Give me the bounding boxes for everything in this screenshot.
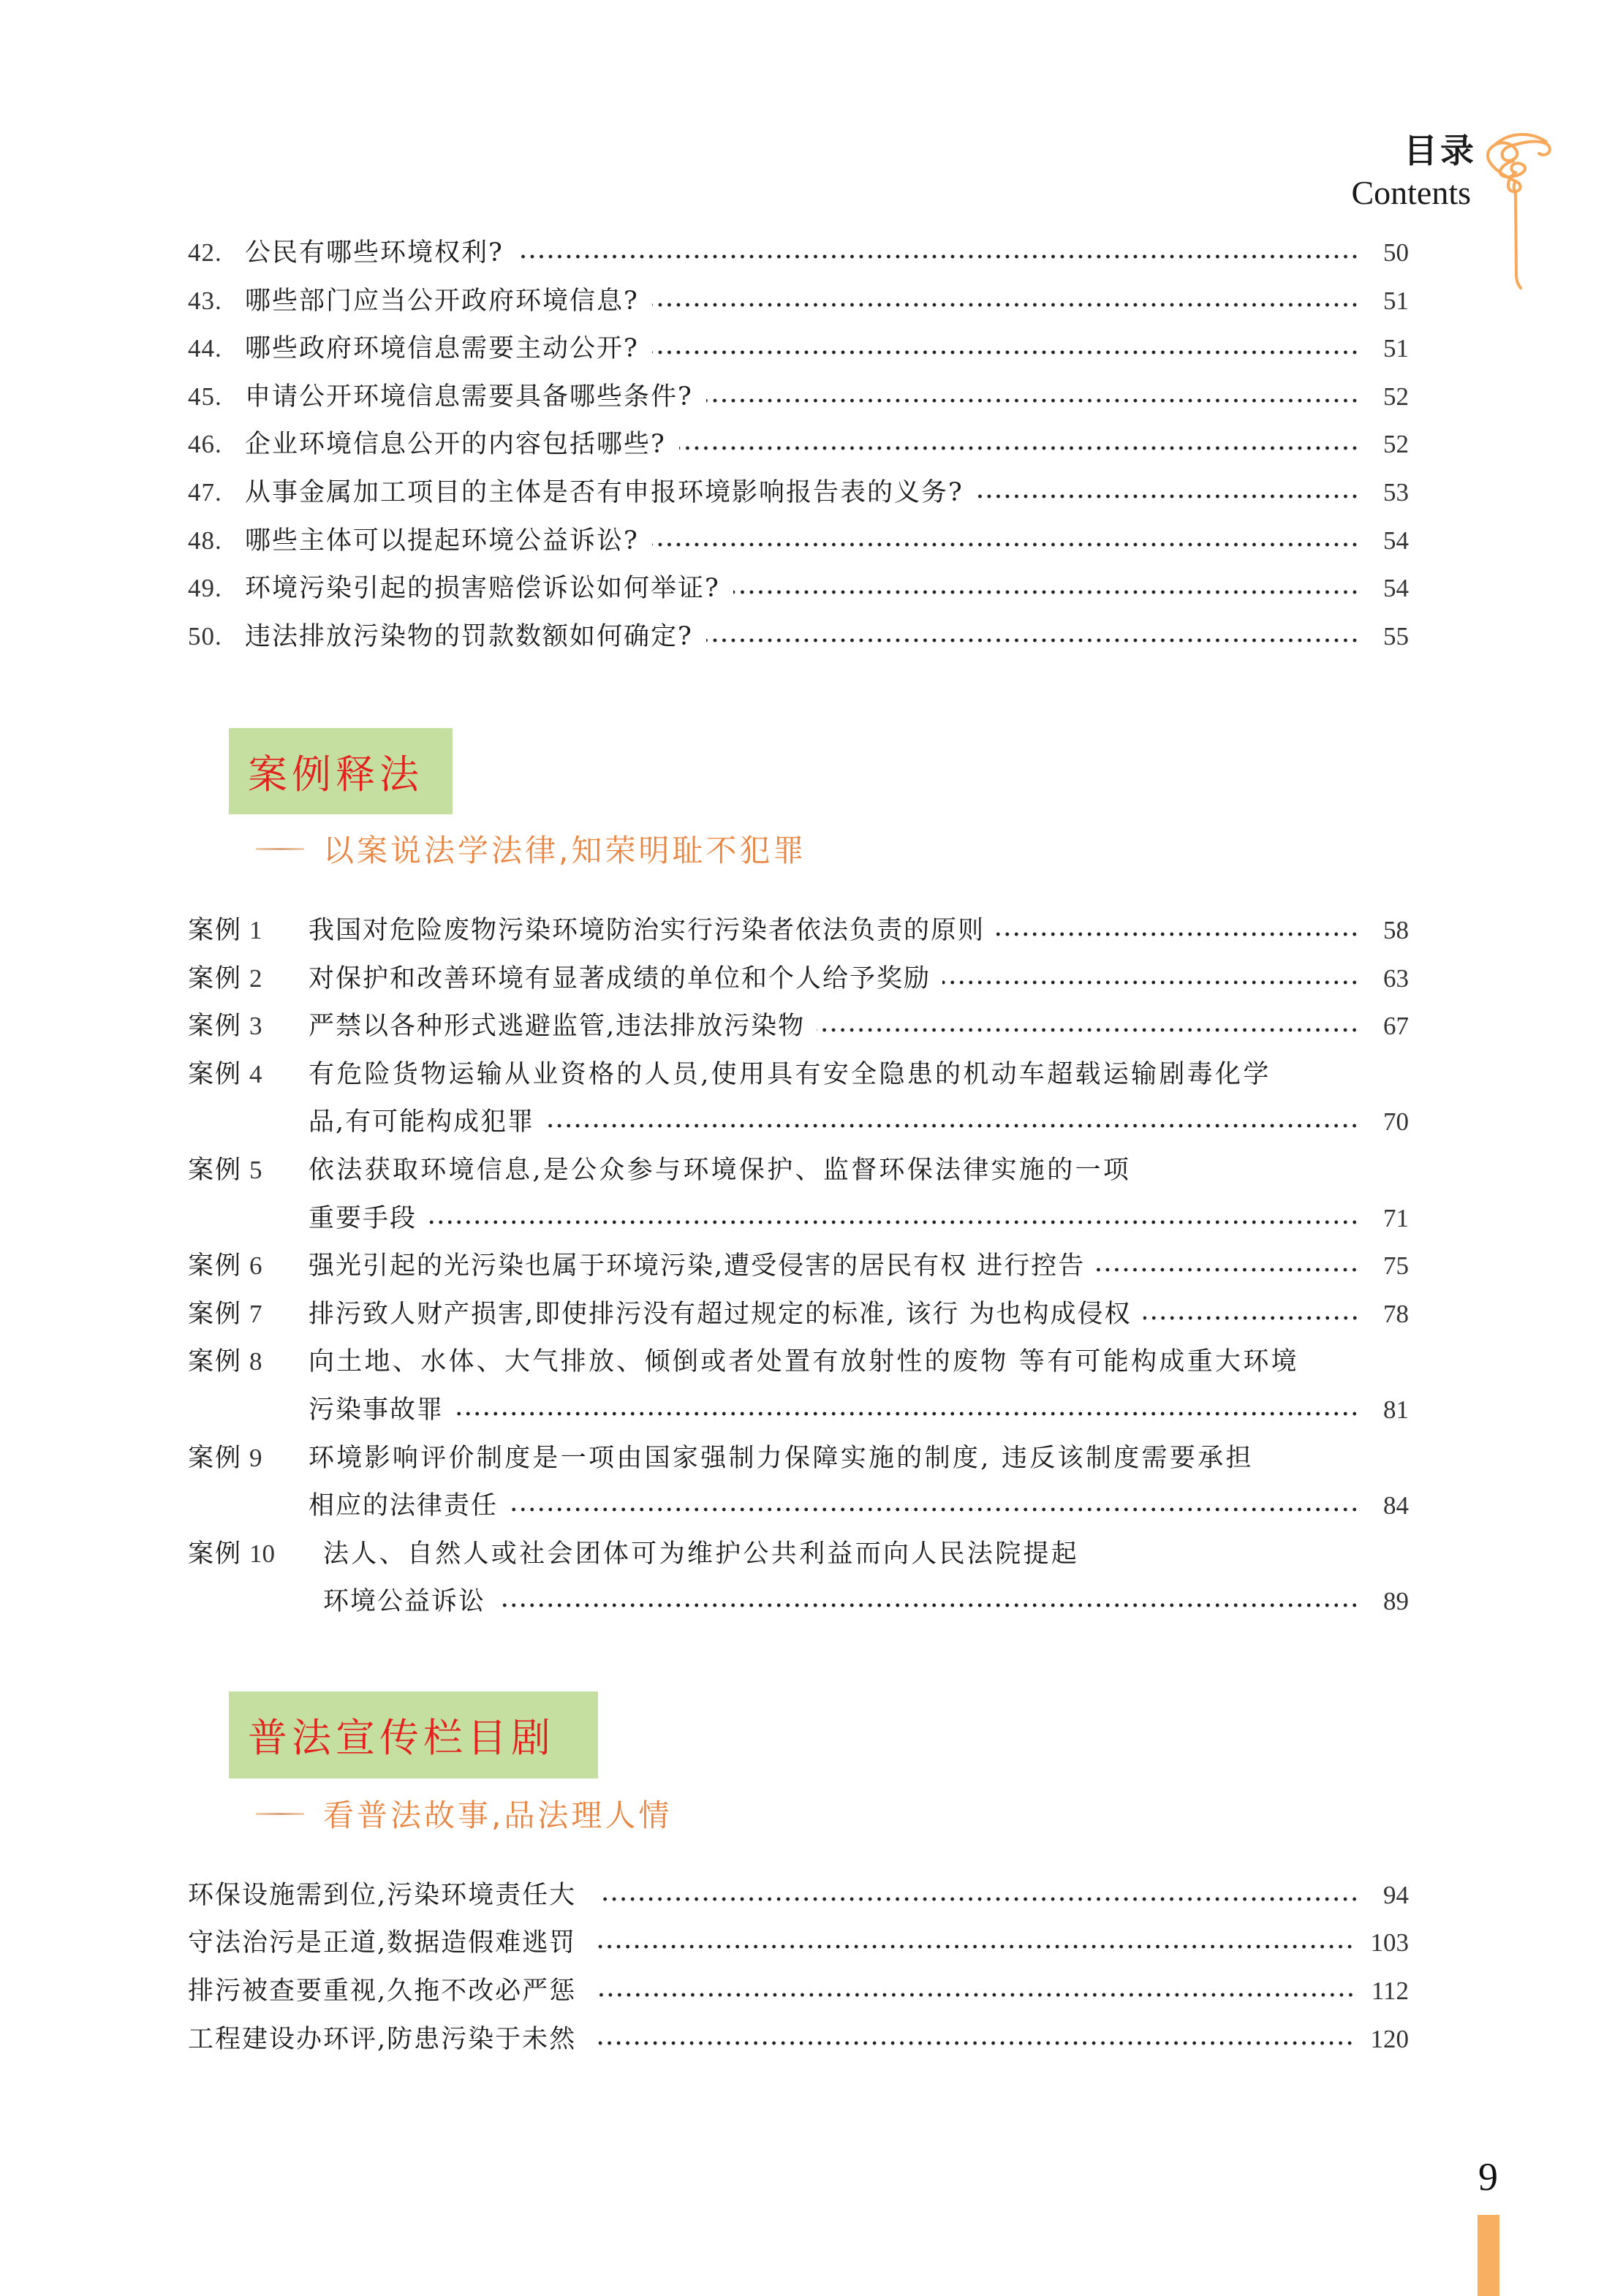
case-entry[interactable]	[188, 1056, 1409, 1094]
dot-leader	[1143, 1316, 1359, 1320]
page-number: 9	[1478, 2155, 1498, 2199]
case-entry-continuation[interactable]	[188, 1391, 1409, 1429]
entry-title: 环保设施需到位,污染环境责任大	[188, 1881, 577, 1910]
case-page: 81	[1383, 1395, 1409, 1424]
toc-entry[interactable]	[188, 474, 1409, 512]
dot-leader	[733, 590, 1359, 594]
entry-page: 94	[1383, 1881, 1409, 1909]
dot-leader	[598, 1993, 1355, 1997]
dot-leader	[546, 1124, 1359, 1128]
dot-leader	[510, 1507, 1359, 1512]
case-page: 75	[1383, 1251, 1409, 1280]
toc-title-cn: 目录	[1404, 131, 1477, 170]
case-label	[188, 1056, 262, 1094]
toc-entry[interactable]	[188, 282, 1409, 320]
case-prefix: 案例	[188, 1539, 243, 1569]
dot-leader	[428, 1220, 1359, 1224]
section-subtitle-cases	[256, 827, 806, 871]
case-prefix: 案例	[188, 1300, 243, 1329]
dot-leader	[942, 980, 1359, 985]
case-page: 71	[1383, 1204, 1409, 1232]
case-title: 品,有可能构成犯罪	[309, 1107, 535, 1137]
toc-entry[interactable]	[188, 425, 1409, 463]
dot-leader	[996, 932, 1359, 936]
case-page: 63	[1383, 964, 1409, 993]
case-number: 7	[249, 1300, 262, 1328]
entry-number: 50.	[188, 622, 222, 651]
case-entry[interactable]	[188, 912, 1409, 950]
entry-page: 52	[1383, 382, 1409, 411]
section-header-columns	[229, 1691, 598, 1778]
ornament-icon	[1480, 124, 1554, 292]
case-label	[188, 912, 262, 950]
case-title: 相应的法律责任	[309, 1491, 499, 1520]
case-label	[188, 1343, 262, 1381]
entry-title: 从事金属加工项目的主体是否有申报环境影响报告表的义务?	[245, 478, 964, 507]
entry-title: 哪些部门应当公开政府环境信息?	[245, 287, 639, 316]
case-title: 强光引起的光污染也属于环境污染,遭受侵害的居民有权 进行控告	[309, 1251, 1086, 1281]
entry-number: 46.	[188, 430, 222, 458]
toc-entry[interactable]	[188, 234, 1409, 272]
entry-number: 48.	[188, 526, 222, 555]
case-label	[188, 1007, 262, 1045]
toc-entry[interactable]	[188, 330, 1409, 368]
dot-leader	[455, 1412, 1359, 1416]
case-number: 1	[249, 916, 262, 944]
section-title: 案例释法	[248, 751, 423, 797]
dot-leader	[679, 446, 1359, 450]
toc-title-en: Contents	[1351, 174, 1471, 211]
subtitle-text: 以案说法学法律,知荣明耻不犯罪	[323, 833, 807, 868]
case-entry[interactable]	[188, 1295, 1409, 1333]
case-entry[interactable]	[188, 1151, 1409, 1189]
dot-leader	[652, 542, 1359, 547]
dot-leader	[598, 1897, 1359, 1901]
case-label	[188, 1439, 262, 1477]
case-entry-continuation[interactable]	[188, 1103, 1409, 1141]
section-header-cases	[229, 728, 453, 814]
case-prefix: 案例	[188, 964, 243, 993]
case-entry-continuation[interactable]	[188, 1583, 1409, 1621]
dot-leader	[652, 350, 1359, 355]
entry-page: 51	[1383, 334, 1409, 363]
case-title: 向土地、水体、大气排放、倾倒或者处置有放射性的废物 等有可能构成重大环境	[309, 1347, 1299, 1376]
case-page: 89	[1383, 1587, 1409, 1615]
entry-title: 哪些政府环境信息需要主动公开?	[245, 334, 639, 363]
toc-entry[interactable]	[188, 569, 1409, 607]
case-title: 重要手段	[309, 1204, 417, 1233]
entry-number: 42.	[188, 238, 222, 267]
subtitle-text: 看普法故事,品法理人情	[323, 1797, 673, 1833]
case-title: 污染事故罪	[309, 1395, 444, 1425]
entry-title: 工程建设办环评,防患污染于未然	[188, 2025, 577, 2054]
entry-number: 44.	[188, 334, 222, 363]
case-prefix: 案例	[188, 1012, 243, 1041]
column-entry[interactable]	[188, 1876, 1409, 1914]
entry-page: 112	[1371, 1977, 1409, 2005]
case-label	[188, 960, 262, 998]
case-entry[interactable]	[188, 1343, 1409, 1381]
entry-title: 环境污染引起的损害赔偿诉讼如何举证?	[245, 574, 720, 603]
toc-entry[interactable]	[188, 522, 1409, 560]
entry-title: 企业环境信息公开的内容包括哪些?	[245, 430, 666, 459]
case-entry-continuation[interactable]	[188, 1200, 1409, 1238]
case-label	[188, 1535, 275, 1573]
entry-number: 43.	[188, 287, 222, 315]
case-entry[interactable]	[188, 1439, 1409, 1477]
entry-title: 公民有哪些环境权利?	[245, 238, 504, 268]
case-entry[interactable]	[188, 1535, 1409, 1573]
dot-leader	[598, 1944, 1354, 1949]
case-title: 依法获取环境信息,是公众参与环境保护、监督环保法律实施的一项	[309, 1156, 1132, 1185]
dot-leader	[598, 2041, 1354, 2045]
case-entry-continuation[interactable]	[188, 1487, 1409, 1525]
dot-leader	[497, 1603, 1359, 1607]
dot-leader	[817, 1028, 1359, 1032]
case-number: 9	[249, 1444, 262, 1472]
dot-leader	[706, 638, 1359, 643]
toc-entry[interactable]	[188, 618, 1409, 656]
case-title: 严禁以各种形式逃避监管,违法排放污染物	[309, 1012, 806, 1041]
case-title: 我国对危险废物污染环境防治实行污染者依法负责的原则	[309, 916, 985, 945]
entry-title: 哪些主体可以提起环境公益诉讼?	[245, 526, 639, 556]
subtitle-dash	[256, 848, 304, 850]
entry-page: 55	[1383, 622, 1409, 651]
case-title: 排污致人财产损害,即使排污没有超过规定的标准, 该行 为也构成侵权	[309, 1300, 1132, 1329]
case-number: 8	[249, 1347, 262, 1376]
dot-leader	[706, 398, 1359, 403]
entry-page: 50	[1383, 238, 1409, 267]
dot-leader	[977, 494, 1359, 499]
page-tab-marker	[1478, 2215, 1499, 2296]
column-entry[interactable]	[188, 2020, 1409, 2058]
entry-page: 103	[1370, 1928, 1409, 1957]
entry-title: 排污被查要重视,久拖不改必严惩	[188, 1977, 577, 2006]
case-label	[188, 1295, 262, 1333]
case-page: 67	[1383, 1012, 1409, 1040]
entry-number: 47.	[188, 478, 222, 507]
dot-leader	[517, 254, 1359, 259]
dot-leader	[1097, 1268, 1359, 1272]
case-title: 环境影响评价制度是一项由国家强制力保障实施的制度, 违反该制度需要承担	[309, 1444, 1254, 1473]
case-prefix: 案例	[188, 1060, 243, 1089]
case-page: 70	[1383, 1107, 1409, 1136]
section-subtitle-columns	[256, 1792, 672, 1835]
entry-page: 51	[1383, 287, 1409, 315]
dot-leader	[652, 303, 1359, 307]
entry-title: 守法治污是正道,数据造假难逃罚	[188, 1928, 577, 1958]
case-prefix: 案例	[188, 1156, 243, 1185]
column-entry[interactable]	[188, 1924, 1409, 1962]
entry-page: 120	[1370, 2025, 1409, 2053]
case-title: 对保护和改善环境有显著成绩的单位和个人给予奖励	[309, 964, 931, 993]
case-title: 环境公益诉讼	[323, 1587, 486, 1616]
case-number: 3	[249, 1012, 262, 1040]
entry-number: 45.	[188, 382, 222, 411]
entry-number: 49.	[188, 574, 222, 602]
column-entry[interactable]	[188, 1972, 1409, 2010]
subtitle-dash	[256, 1813, 304, 1815]
entry-title: 申请公开环境信息需要具备哪些条件?	[245, 382, 693, 412]
entry-page: 52	[1383, 430, 1409, 458]
case-page: 58	[1383, 916, 1409, 944]
case-prefix: 案例	[188, 1251, 243, 1281]
case-number: 6	[249, 1251, 262, 1280]
case-number: 2	[249, 964, 262, 993]
case-page: 78	[1383, 1300, 1409, 1328]
entry-title: 违法排放污染物的罚款数额如何确定?	[245, 622, 693, 651]
entry-page: 53	[1383, 478, 1409, 507]
case-prefix: 案例	[188, 916, 243, 945]
case-number: 4	[249, 1060, 262, 1088]
case-number: 10	[249, 1539, 276, 1568]
case-title: 有危险货物运输从业资格的人员,使用具有安全隐患的机动车超载运输剧毒化学	[309, 1060, 1271, 1089]
case-label	[188, 1247, 262, 1285]
case-label	[188, 1151, 262, 1189]
case-page: 84	[1383, 1491, 1409, 1520]
case-entry[interactable]	[188, 1007, 1409, 1045]
case-prefix: 案例	[188, 1347, 243, 1376]
case-entry[interactable]	[188, 1247, 1409, 1285]
case-number: 5	[249, 1156, 262, 1184]
case-title: 法人、自然人或社会团体可为维护公共利益而向人民法院提起	[323, 1539, 1080, 1569]
toc-entry[interactable]	[188, 378, 1409, 416]
section-title: 普法宣传栏目剧	[248, 1715, 555, 1761]
entry-page: 54	[1383, 526, 1409, 555]
case-entry[interactable]	[188, 960, 1409, 998]
case-prefix: 案例	[188, 1444, 243, 1473]
entry-page: 54	[1383, 574, 1409, 602]
